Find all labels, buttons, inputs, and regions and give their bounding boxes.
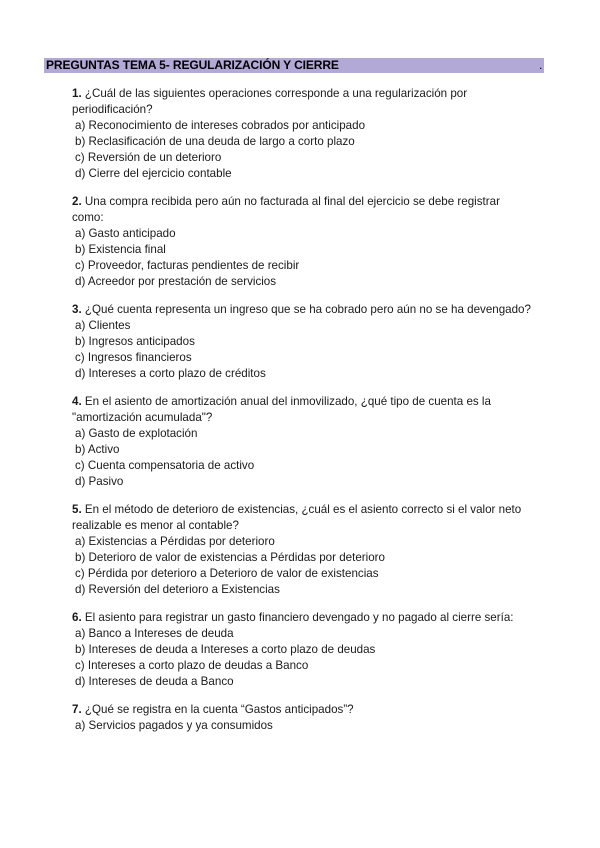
question-prompt: El asiento para registrar un gasto financiero devengado y no pagado al cierre sería: [84,611,514,624]
question-block [72,302,532,382]
answer-option: a) Servicios pagados y ya consumidos [75,719,273,732]
answer-options [72,534,532,598]
question-text [72,86,532,118]
question-text [72,394,532,426]
answer-options [72,426,532,490]
question-block [72,394,532,490]
question-text [72,194,532,226]
question-number: 1. [72,87,82,100]
answer-option: a) Reconocimiento de intereses cobrados por anticipado [75,119,366,132]
question-number: 3. [72,303,82,316]
answer-option: c) Cuenta compensatoria de activo [75,459,255,472]
question-text [72,302,532,318]
question-number: 6. [72,611,82,624]
question-block [72,502,532,598]
answer-option: c) Ingresos financieros [75,351,192,364]
answer-option: c) Intereses a corto plazo de deudas a Banco [75,659,309,672]
header-trailing-mark: . [539,58,543,72]
question-list [72,86,532,746]
answer-options [72,318,532,382]
answer-option: a) Gasto anticipado [75,227,176,240]
question-number: 2. [72,195,82,208]
answer-options [72,718,532,734]
answer-option: a) Existencias a Pérdidas por deterioro [75,535,275,548]
question-text [72,610,532,626]
answer-option: d) Acreedor por prestación de servicios [75,275,277,288]
question-block [72,194,532,290]
answer-option: d) Reversión del deterioro a Existencias [75,583,280,596]
answer-option: b) Reclasificación de una deuda de largo a corto plazo [75,135,355,148]
question-prompt: ¿Qué cuenta representa un ingreso que se ha cobrado pero aún no se ha devengado? [84,303,531,316]
question-block [72,610,532,690]
question-number: 4. [72,395,82,408]
answer-option: c) Reversión de un deterioro [75,151,222,164]
answer-option: a) Gasto de explotación [75,427,198,440]
question-prompt: Una compra recibida pero aún no facturada al final del ejercicio se debe registrar como: [72,195,500,224]
answer-option: b) Intereses de deuda a Intereses a corto plazo de deudas [75,643,376,656]
answer-option: b) Deterioro de valor de existencias a Pérdidas por deterioro [75,551,385,564]
question-text [72,702,532,718]
question-block [72,86,532,182]
page-title: PREGUNTAS TEMA 5- REGULARIZACIÓN Y CIERRE [46,58,339,72]
question-prompt: En el método de deterioro de existencias, ¿cuál es el asiento correcto si el valor neto realizable es menor al contable? [72,503,522,532]
answer-options [72,626,532,690]
question-number: 5. [72,503,82,516]
question-number: 7. [72,703,82,716]
question-prompt: En el asiento de amortización anual del inmovilizado, ¿qué tipo de cuenta es la "amortización acumulada"? [72,395,491,424]
answer-option: d) Cierre del ejercicio contable [75,167,232,180]
answer-option: c) Pérdida por deterioro a Deterioro de valor de existencias [75,567,379,580]
answer-option: a) Banco a Intereses de deuda [75,627,234,640]
answer-option: d) Intereses a corto plazo de créditos [75,367,266,380]
answer-option: b) Ingresos anticipados [75,335,195,348]
answer-option: c) Proveedor, facturas pendientes de recibir [75,259,300,272]
question-prompt: ¿Cuál de las siguientes operaciones corresponde a una regularización por periodificación? [72,87,468,116]
answer-option: d) Intereses de deuda a Banco [75,675,234,688]
answer-option: d) Pasivo [75,475,124,488]
answer-option: b) Activo [75,443,120,456]
answer-option: a) Clientes [75,319,131,332]
question-prompt: ¿Qué se registra en la cuenta “Gastos anticipados”? [84,703,354,716]
question-block [72,702,532,734]
question-text [72,502,532,534]
answer-option: b) Existencia final [75,243,166,256]
answer-options [72,118,532,182]
answer-options [72,226,532,290]
